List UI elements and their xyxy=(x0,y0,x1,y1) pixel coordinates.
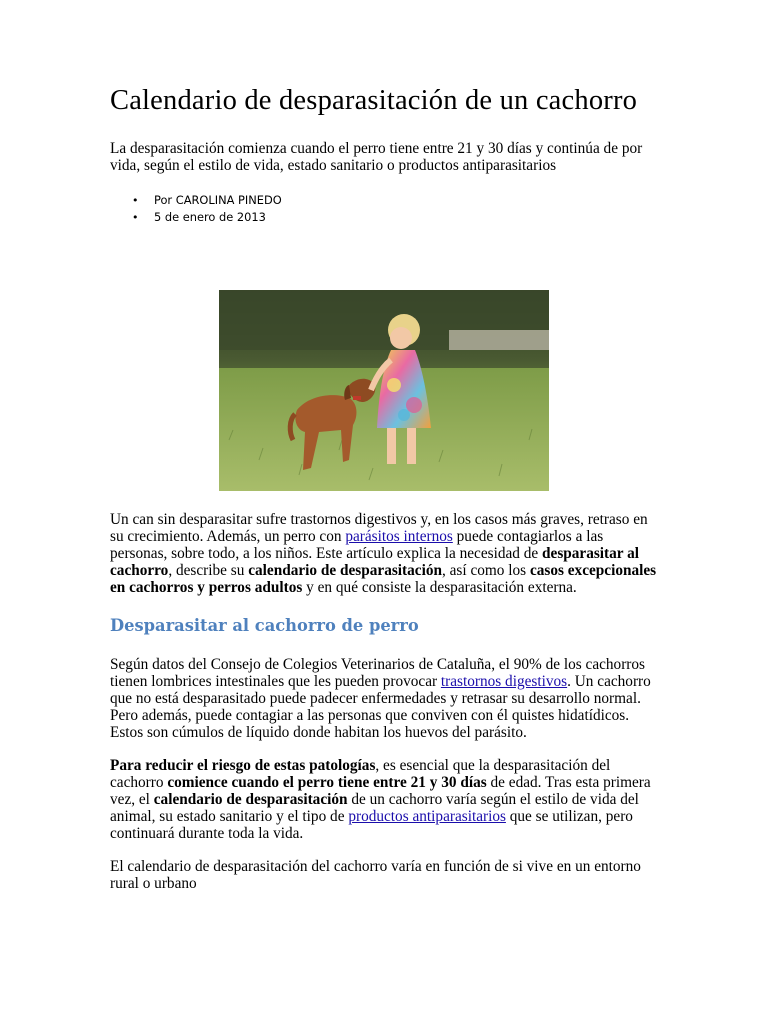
text-run: Según datos del Consejo de Colegios Veterinarios de Cataluña, el 90% de los cachorros tienen lombrices intestinales que les pueden provocar xyxy=(110,656,645,690)
article-lead: La desparasitación comienza cuando el perro tiene entre 21 y 30 días y continúa de por vida, según el estilo de vida, estado sanitario o productos antiparasitarios xyxy=(110,140,643,174)
link-parasitos-internos[interactable]: parásitos internos xyxy=(345,528,453,545)
date-item xyxy=(110,209,658,226)
girl-and-dog-photo xyxy=(219,290,549,491)
bullet-icon: • xyxy=(132,211,139,224)
author-text: Por CAROLINA PINEDO xyxy=(154,193,282,207)
intro-paragraph xyxy=(110,511,658,596)
text-run: de edad. Tras esta primera vez, el xyxy=(110,774,651,808)
paragraph-riesgo xyxy=(110,757,658,842)
text-run: puede contagiarlos a las personas, sobre todo, a los niños. Este artículo explica la necesidad de xyxy=(110,528,604,562)
bold-text: desparasitar al cachorro xyxy=(110,545,640,579)
link-trastornos-digestivos[interactable]: trastornos digestivos xyxy=(440,673,568,690)
text-run: , describe su xyxy=(168,562,249,579)
author-item xyxy=(110,192,658,209)
bold-text: comience cuando el perro tiene entre 21 y 30 días xyxy=(167,774,487,791)
text-run: Un can sin desparasitar sufre trastornos digestivos y, en los casos más graves, retraso en su crecimiento. Además, un perro con xyxy=(110,511,648,545)
bold-text: Para reducir el riesgo de estas patologías xyxy=(110,757,376,774)
text-run: , así como los xyxy=(441,562,530,579)
text-run: de un cachorro varía según el estilo de vida del animal, su estado sanitario y el tipo de xyxy=(110,791,639,825)
article-photo xyxy=(219,290,549,491)
paragraph-datos xyxy=(110,656,658,741)
article-meta-list xyxy=(110,192,658,226)
date-text: 5 de enero de 2013 xyxy=(154,210,266,224)
text-run: , es esencial que la desparasitación del cachorro xyxy=(110,757,611,791)
text-run: y en qué consiste la desparasitación externa. xyxy=(302,579,577,596)
article-header xyxy=(110,84,658,226)
section-heading: Desparasitar al cachorro de perro xyxy=(110,616,419,635)
text-run: . Un cachorro que no está desparasitado puede padecer enfermedades y retrasar su desarrollo normal. Pero además, puede contagiar a las personas que conviven con él quistes hidatídicos. Estos son cúmulos de líquido donde habitan los huevos del parásito. xyxy=(110,673,651,741)
bullet-icon: • xyxy=(132,194,139,207)
link-productos-antiparasitarios[interactable]: productos antiparasitarios xyxy=(348,808,506,825)
article-body xyxy=(110,511,658,892)
bold-text: casos excepcionales en cachorros y perros adultos xyxy=(110,562,657,596)
paragraph-calendario: El calendario de desparasitación del cachorro varía en función de si vive en un entorno rural o urbano xyxy=(110,858,641,892)
bold-text: calendario de desparasitación xyxy=(248,562,442,579)
article-title: Calendario de desparasitación de un cachorro xyxy=(110,85,638,116)
text-run: que se utilizan, pero continuará durante toda la vida. xyxy=(110,808,633,842)
bold-text: calendario de desparasitación xyxy=(153,791,348,808)
